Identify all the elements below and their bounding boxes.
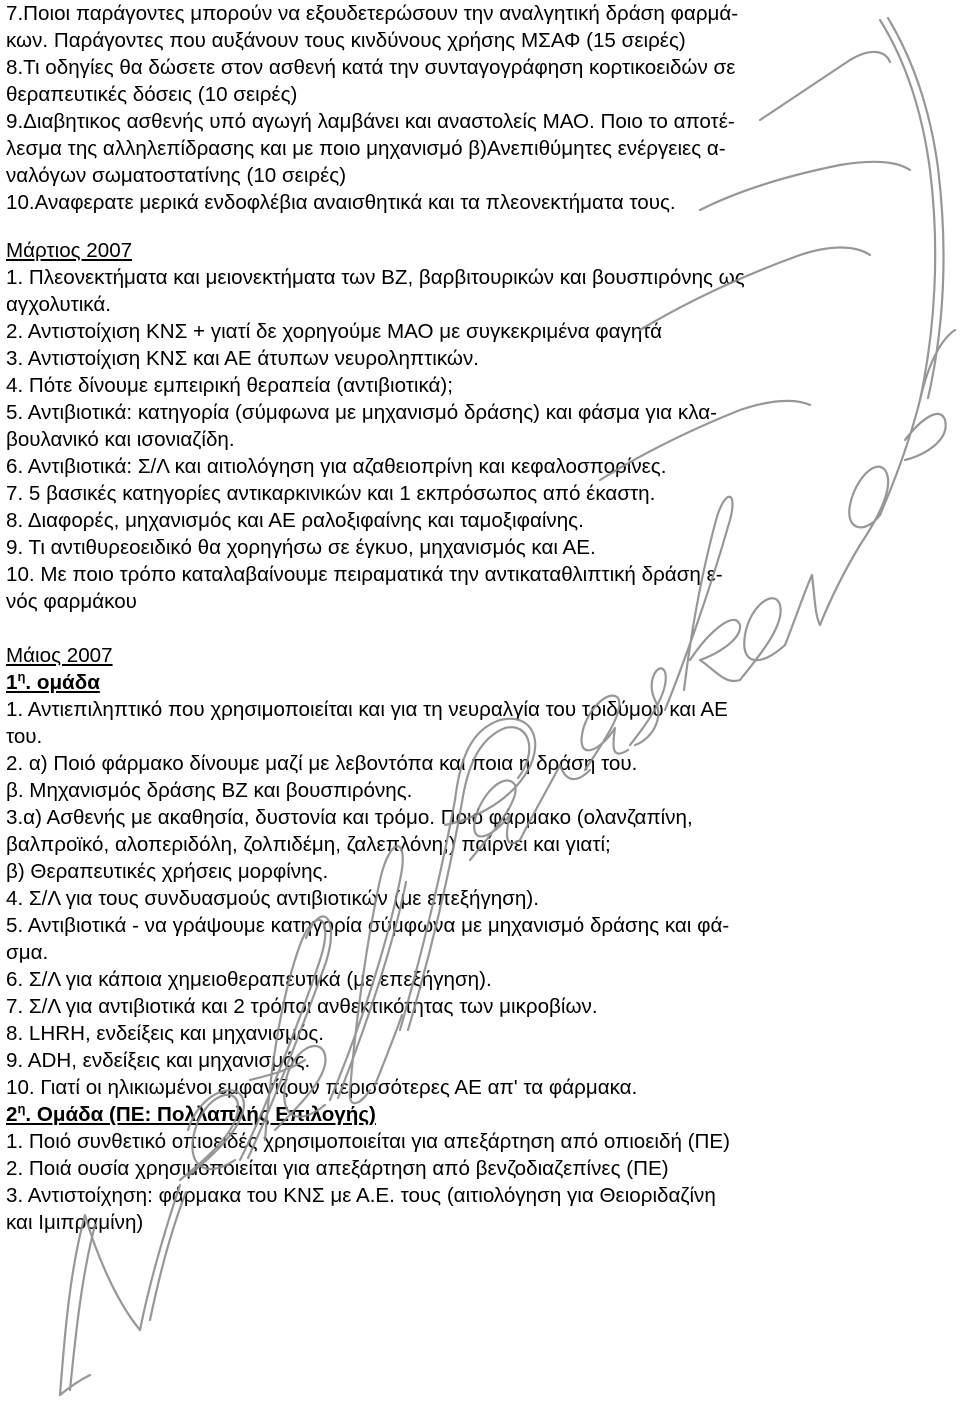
- text-line: 2. Ποιά ουσία χρησιμοποιείται για απεξάρτηση από βενζοδιαζεπίνες (ΠΕ): [6, 1157, 669, 1180]
- text-line: 9. Τι αντιθυρεοειδικό θα χορηγήσω σε έγκυο, μηχανισμός και ΑΕ.: [6, 536, 596, 559]
- ordinal-suffix: η: [17, 1101, 26, 1117]
- section-heading-may-2007: Μάιος 2007: [6, 644, 113, 667]
- text-line: 6. Αντιβιοτικά: Σ/Λ και αιτιολόγηση για αζαθειοπρίνη και κεφαλοσπορίνες.: [6, 455, 667, 478]
- document-text: [6, 0, 936, 1236]
- ordinal-suffix: η: [17, 669, 26, 685]
- text-line: 3. Αντιστοίχιση ΚΝΣ και ΑΕ άτυπων νευροληπτικών.: [6, 347, 479, 370]
- text-line: 5. Αντιβιοτικά: κατηγορία (σύμφωνα με μηχανισμό δράσης) και φάσμα για κλα-: [6, 401, 717, 424]
- text-line: σμα.: [6, 941, 49, 964]
- text-line: θεραπευτικές δόσεις (10 σειρές): [6, 83, 298, 106]
- text-line: του.: [6, 725, 43, 748]
- text-line: αγχολυτικά.: [6, 293, 111, 316]
- text-line: βαλπροϊκό, αλοπεριδόλη, ζολπιδέμη, ζαλεπλόνη;) παίρνει και γιατί;: [6, 833, 611, 856]
- text-line: 1. Αντιεπιληπτικό που χρησιμοποιείται και για τη νευραλγία του τριδύμου και ΑΕ: [6, 698, 728, 721]
- text-line: 3.α) Ασθενής με ακαθησία, δυστονία και τρόμο. Ποιό φάρμακο (ολανζαπίνη,: [6, 806, 693, 829]
- text-line: βουλανικό και ισονιαζίδη.: [6, 428, 235, 451]
- text-line: β) Θεραπευτικές χρήσεις μορφίνης.: [6, 860, 329, 883]
- text-line: 10.Αναφερατε μερικά ενδοφλέβια αναισθητικά και τα πλεονεκτήματα τους.: [6, 191, 676, 214]
- text-line: 1. Ποιό συνθετικό οπιοειδές χρησιμοποιείται για απεξάρτηση από οπιοειδή (ΠΕ): [6, 1130, 730, 1153]
- group-heading-1: [6, 669, 936, 696]
- text-line: ναλόγων σωματοστατίνης (10 σειρές): [6, 164, 347, 187]
- spacer: [6, 216, 936, 237]
- text-line: 7.Ποιοι παράγοντες μπορούν να εξουδετερώσουν την αναλγητική δράση φαρμά-: [6, 2, 739, 25]
- text-line: 2. α) Ποιό φάρμακο δίνουμε μαζί με λεβοντόπα και ποια η δράση του.: [6, 752, 638, 775]
- spacer: [6, 615, 936, 642]
- text-line: 10. Γιατί οι ηλικιωμένοι εμφανίζουν περισσότερες ΑΕ απ' τα φάρμακα.: [6, 1076, 638, 1099]
- text-line: 4. Σ/Λ για τους συνδυασμούς αντιβιοτικών (με επεξήγηση).: [6, 887, 539, 910]
- group-heading-2: [6, 1101, 936, 1128]
- text-line: 8.Τι οδηγίες θα δώσετε στον ασθενή κατά την συνταγογράφηση κορτικοειδών σε: [6, 56, 736, 79]
- text-line: 2. Αντιστοίχιση ΚΝΣ + γιατί δε χορηγούμε ΜΑΟ με συγκεκριμένα φαγητά: [6, 320, 663, 343]
- text-line: 9.Διαβητικος ασθενής υπό αγωγή λαμβάνει και αναστολείς ΜΑΟ. Ποιο το αποτέ-: [6, 110, 735, 133]
- text-line: β. Μηχανισμός δράσης ΒΖ και βουσπιρόνης.: [6, 779, 413, 802]
- group-title: . ομάδα: [25, 671, 100, 694]
- text-line: 5. Αντιβιοτικά - να γράψουμε κατηγορία σύμφωνα με μηχανισμό δράσης και φά-: [6, 914, 730, 937]
- text-line: 8. LHRH, ενδείξεις και μηχανισμός.: [6, 1022, 325, 1045]
- group-number: 1: [6, 671, 18, 694]
- text-line: 7. 5 βασικές κατηγορίες αντικαρκινικών και 1 εκπρόσωπος από έκαστη.: [6, 482, 656, 505]
- text-line: 8. Διαφορές, μηχανισμός και ΑΕ ραλοξιφαίνης και ταμοξιφαίνης.: [6, 509, 584, 532]
- text-line: νός φαρμάκου: [6, 590, 137, 613]
- text-line: κων. Παράγοντες που αυξάνουν τους κινδύνους χρήσης ΜΣΑΦ (15 σειρές): [6, 29, 686, 52]
- text-line: και Ιμιπραμίνη): [6, 1211, 144, 1234]
- text-line: 9. ADH, ενδείξεις και μηχανισμός.: [6, 1049, 311, 1072]
- section-heading-march-2007: Μάρτιος 2007: [6, 239, 133, 262]
- text-line: 7. Σ/Λ για αντιβιοτικά και 2 τρόποι ανθεκτικότητας των μικροβίων.: [6, 995, 598, 1018]
- group-title: . Ομάδα (ΠΕ: Πολλαπλής Επιλογής): [25, 1103, 376, 1126]
- group-number: 2: [6, 1103, 18, 1126]
- text-line: 10. Με ποιο τρόπο καταλαβαίνουμε πειραματικά την αντικαταθλιπτική δράση ε-: [6, 563, 723, 586]
- text-line: 1. Πλεονεκτήματα και μειονεκτήματα των ΒΖ, βαρβιτουρικών και βουσπιρόνης ως: [6, 266, 745, 289]
- text-line: 6. Σ/Λ για κάποια χημειοθεραπευτικά (με επεξήγηση).: [6, 968, 492, 991]
- text-line: λεσμα της αλληλεπίδρασης και με ποιο μηχανισμό β)Ανεπιθύμητες ενέργειες α-: [6, 137, 726, 160]
- text-line: 4. Πότε δίνουμε εμπειρική θεραπεία (αντιβιοτικά);: [6, 374, 453, 397]
- text-line: 3. Αντιστοίχηση: φάρμακα του ΚΝΣ με Α.Ε. τους (αιτιολόγηση για Θειοριδαζίνη: [6, 1184, 716, 1207]
